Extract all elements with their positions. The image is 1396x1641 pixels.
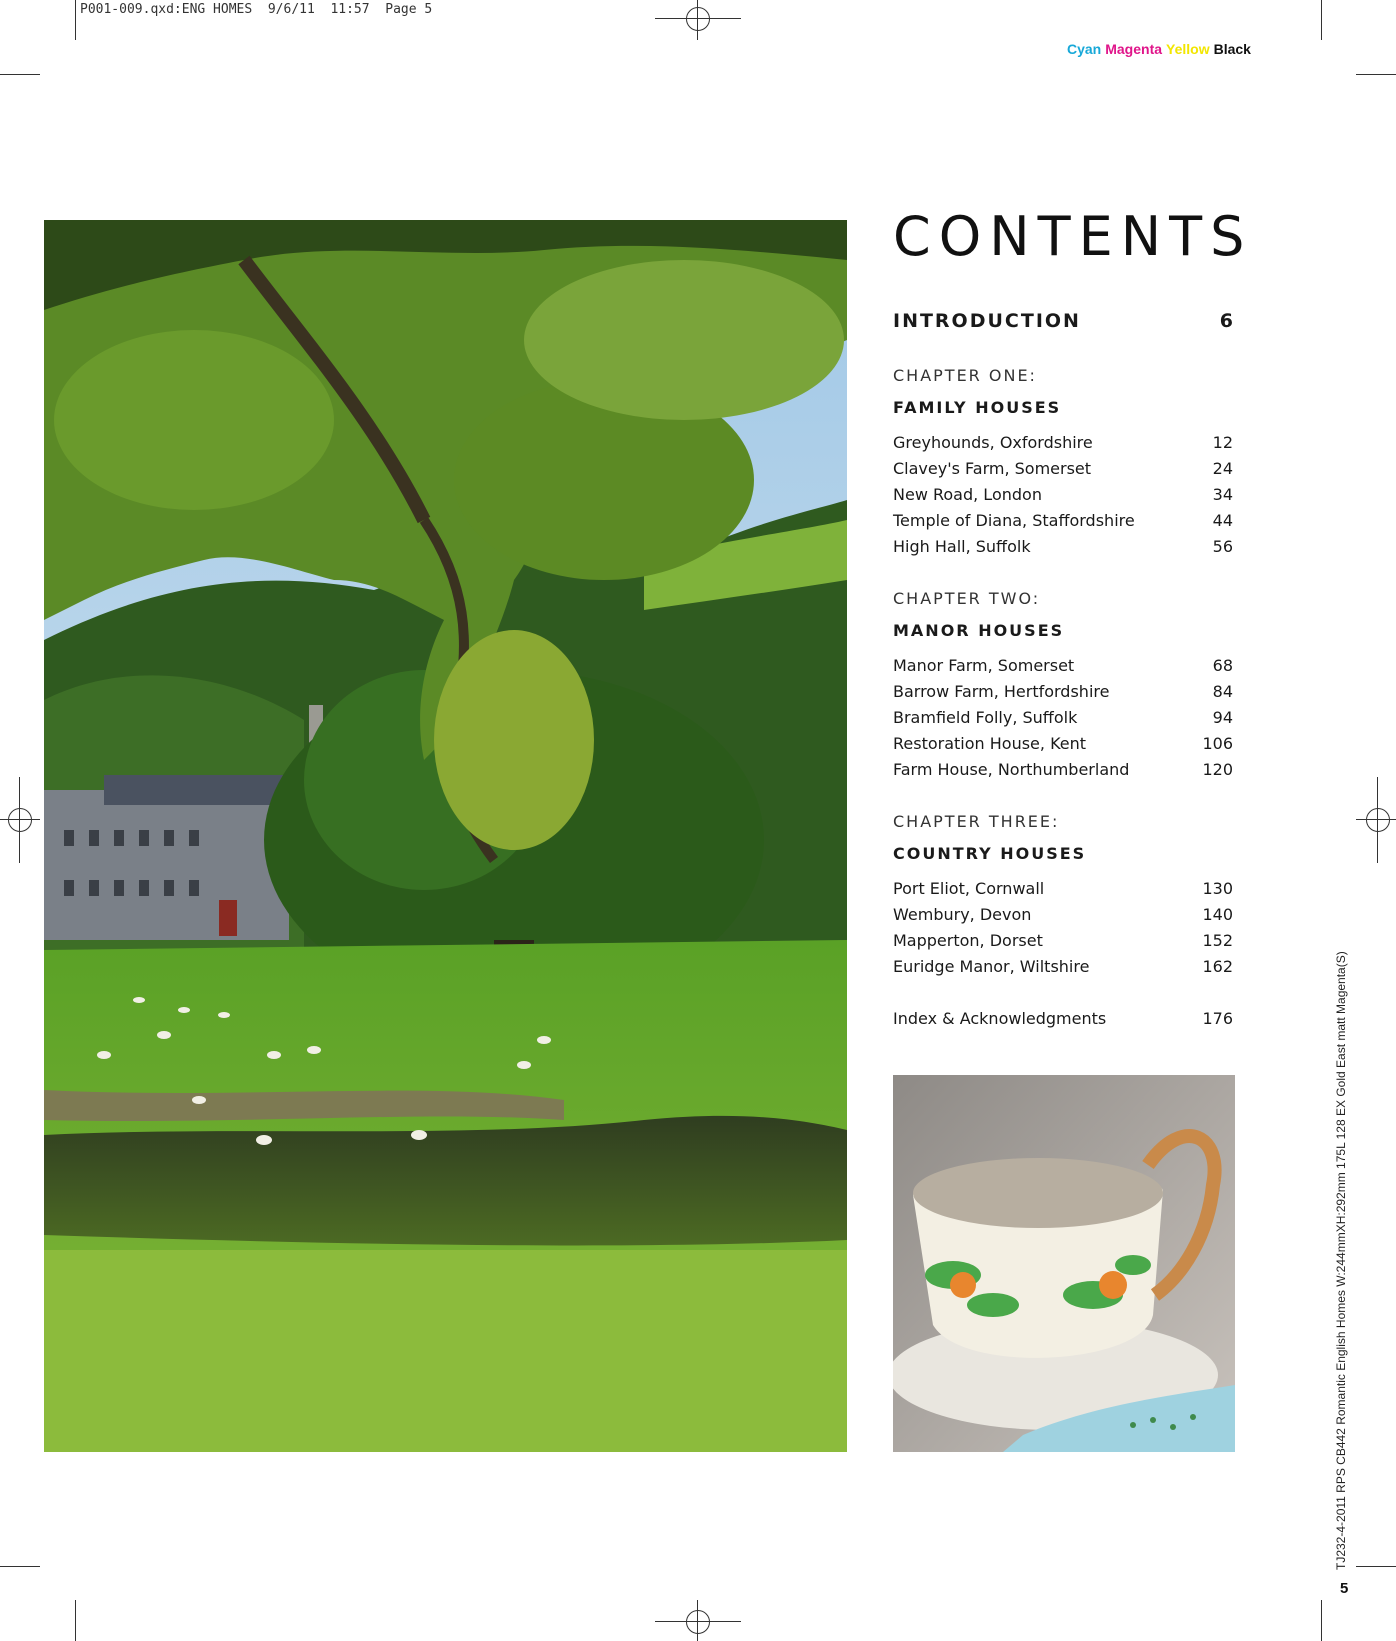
- toc-page-number: 24: [1212, 459, 1233, 478]
- toc-page-number: 120: [1202, 760, 1233, 779]
- toc-entry[interactable]: [893, 653, 1233, 679]
- toc-entry[interactable]: [893, 731, 1233, 757]
- toc-entry-label: Wembury, Devon: [893, 905, 1032, 924]
- toc-page-number: 12: [1212, 433, 1233, 452]
- toc-page-number: 106: [1202, 734, 1233, 753]
- toc-page-number: 152: [1202, 931, 1233, 950]
- toc-page-number: 140: [1202, 905, 1233, 924]
- chapter-kicker: CHAPTER ONE:: [893, 366, 1037, 385]
- toc-entry[interactable]: [893, 482, 1233, 508]
- toc-entry[interactable]: [893, 876, 1233, 902]
- toc-page-number: 94: [1212, 708, 1233, 727]
- chapter-one: [893, 364, 1233, 560]
- contents-heading: CONTENTS: [893, 205, 1253, 268]
- toc-entry-label: High Hall, Suffolk: [893, 537, 1031, 556]
- toc-page-number: 56: [1212, 537, 1233, 556]
- color-yellow-label: Yellow: [1166, 41, 1210, 57]
- toc-entry-label: New Road, London: [893, 485, 1042, 504]
- toc-entry-label: INTRODUCTION: [893, 310, 1081, 332]
- chapter-title: MANOR HOUSES: [893, 621, 1065, 640]
- chapter-kicker: CHAPTER TWO:: [893, 589, 1041, 608]
- page-number: 5: [1340, 1580, 1349, 1597]
- crop-mark: [0, 1566, 40, 1567]
- chapter-kicker: CHAPTER THREE:: [893, 812, 1060, 831]
- toc-entry[interactable]: [893, 430, 1233, 456]
- color-black-label: Black: [1213, 41, 1251, 57]
- landscape-photo: [44, 220, 847, 1452]
- toc-introduction[interactable]: [893, 310, 1233, 336]
- crop-mark: [75, 0, 76, 40]
- toc-page-number: 84: [1212, 682, 1233, 701]
- toc-entry[interactable]: [893, 757, 1233, 783]
- crop-mark: [1356, 74, 1396, 75]
- toc-index[interactable]: [893, 1006, 1233, 1032]
- toc-entry-label: Euridge Manor, Wiltshire: [893, 957, 1090, 976]
- crop-mark: [1321, 0, 1322, 40]
- color-cyan-label: Cyan: [1067, 41, 1102, 57]
- toc-entry[interactable]: [893, 534, 1233, 560]
- crop-mark: [1321, 1600, 1322, 1641]
- toc-page-number: 44: [1212, 511, 1233, 530]
- printer-side-slug: TJ232-4-2011 RPS CB442 Romantic English Homes W:244mmXH:292mm 175L 128 EX Gold East matt Magenta(S): [1334, 951, 1348, 1570]
- toc-page-number: 34: [1212, 485, 1233, 504]
- toc-entry[interactable]: [893, 954, 1233, 980]
- toc-page-number: 68: [1212, 656, 1233, 675]
- toc-entry-label: Barrow Farm, Hertfordshire: [893, 682, 1110, 701]
- teacup-photo: [893, 1075, 1235, 1452]
- toc-entry[interactable]: [893, 902, 1233, 928]
- toc-page-number: 130: [1202, 879, 1233, 898]
- chapter-title: FAMILY HOUSES: [893, 398, 1062, 417]
- toc-page-number: 176: [1202, 1009, 1233, 1028]
- toc-entry-label: Temple of Diana, Staffordshire: [893, 511, 1135, 530]
- toc-entry-label: Port Eliot, Cornwall: [893, 879, 1045, 898]
- toc-page-number: 162: [1202, 957, 1233, 976]
- toc-entry[interactable]: [893, 705, 1233, 731]
- chapter-two: [893, 587, 1233, 783]
- toc-entry-label: Index & Acknowledgments: [893, 1009, 1107, 1028]
- toc-entry[interactable]: [893, 679, 1233, 705]
- crop-mark: [1356, 1566, 1396, 1567]
- toc-entry-label: Manor Farm, Somerset: [893, 656, 1075, 675]
- color-bar: [1067, 41, 1255, 57]
- toc-entry[interactable]: [893, 928, 1233, 954]
- chapter-three: [893, 810, 1233, 980]
- chapter-title: COUNTRY HOUSES: [893, 844, 1087, 863]
- file-slug: P001-009.qxd:ENG HOMES 9/6/11 11:57 Page 5: [80, 2, 433, 17]
- toc-entry[interactable]: [893, 508, 1233, 534]
- toc-entry-label: Restoration House, Kent: [893, 734, 1087, 753]
- toc-page-number: 6: [1219, 310, 1233, 332]
- toc-entry-label: Greyhounds, Oxfordshire: [893, 433, 1093, 452]
- toc-entry-label: Bramfield Folly, Suffolk: [893, 708, 1078, 727]
- toc-entry-label: Clavey's Farm, Somerset: [893, 459, 1092, 478]
- color-magenta-label: Magenta: [1105, 41, 1163, 57]
- toc-entry-label: Farm House, Northumberland: [893, 760, 1130, 779]
- toc-entry[interactable]: [893, 456, 1233, 482]
- crop-mark: [0, 74, 40, 75]
- crop-mark: [75, 1600, 76, 1641]
- toc-entry-label: Mapperton, Dorset: [893, 931, 1043, 950]
